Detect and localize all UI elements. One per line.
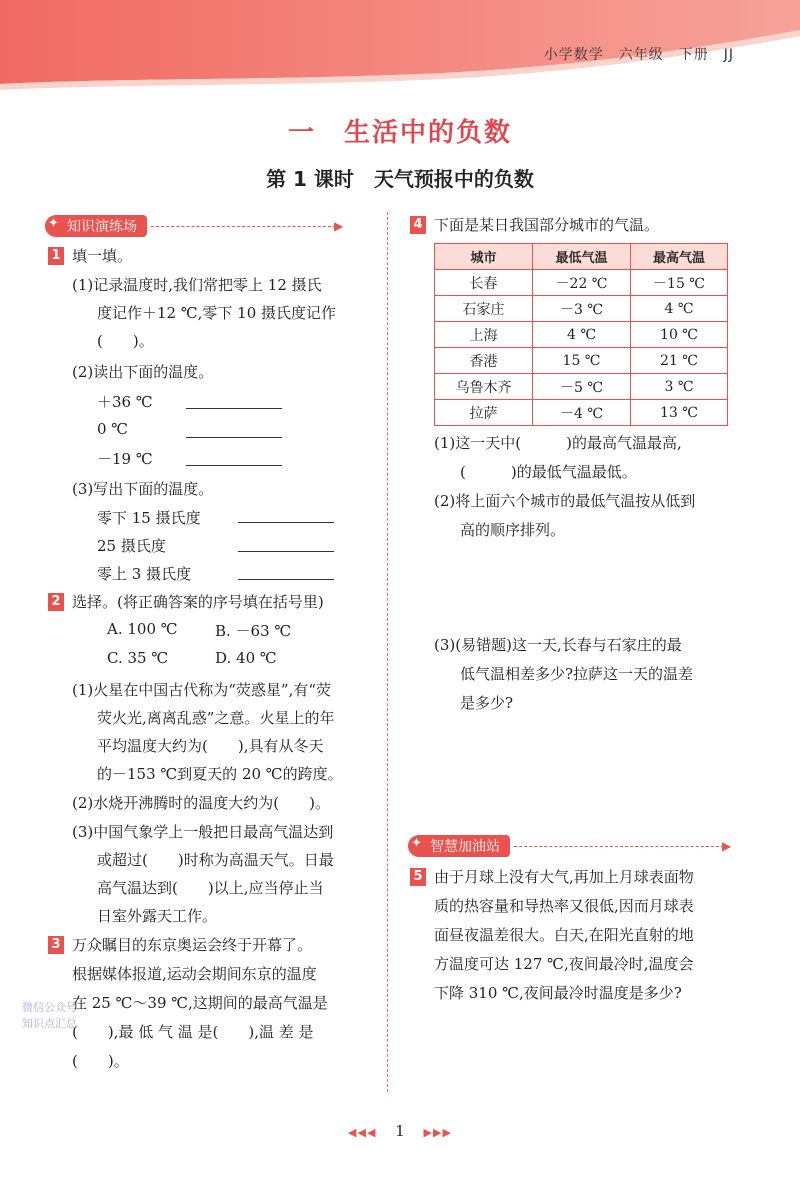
option-b: B. －63 ℃: [215, 622, 292, 640]
question-number: 3: [48, 936, 64, 954]
low-temp-cell: －3 ℃: [533, 296, 631, 322]
city-cell: 石家庄: [435, 296, 533, 322]
q2-text: (2)水烧开沸腾时的温度大约为( )。: [72, 794, 330, 812]
temp-item: 零上 3 摄氏度: [97, 565, 192, 583]
arrow-icon: ▶: [722, 839, 732, 853]
high-temp-cell: 13 ℃: [631, 400, 728, 426]
table-row: [435, 270, 728, 296]
q2-text: 或超过( )时称为高温天气。日最: [97, 851, 334, 869]
city-cell: 上海: [435, 322, 533, 348]
table-row: [435, 322, 728, 348]
q4-text: 低气温相差多少?拉萨这一天的温差: [460, 665, 694, 683]
answer-blank[interactable]: [186, 437, 282, 438]
q5-text: 方温度可达 127 ℃,夜间最冷时,温度会: [434, 955, 694, 973]
answer-blank[interactable]: [238, 579, 334, 580]
q2-text: 日室外露天工作。: [97, 907, 218, 925]
q2-text: (3)中国气象学上一般把日最高气温达到: [72, 823, 334, 841]
table-row: [435, 348, 728, 374]
book-info: 小学数学 六年级 下册 JJ: [543, 47, 734, 63]
q4-text: (2)将上面六个城市的最低气温按从低到: [434, 492, 696, 510]
page-footer: [0, 1122, 800, 1140]
high-temp-cell: 10 ℃: [631, 322, 728, 348]
answer-blank[interactable]: [186, 465, 282, 466]
q5-text: 面昼夜温差很大。白天,在阳光直射的地: [434, 926, 694, 944]
city-cell: 乌鲁木齐: [435, 374, 533, 400]
q1-text: (3)写出下面的温度。: [72, 480, 214, 498]
q2-text: 荧火光,离离乱惑”之意。火星上的年: [97, 709, 335, 727]
question-number: 5: [410, 868, 426, 886]
low-temp-cell: －4 ℃: [533, 400, 631, 426]
q4-text: ( )的最低气温最低。: [460, 463, 637, 481]
answer-blank[interactable]: [238, 522, 334, 523]
temp-item: ＋36 ℃: [97, 393, 153, 411]
question-number: 4: [410, 216, 426, 234]
q5-text: 下降 310 ℃,夜间最冷时温度是多少?: [434, 984, 682, 1002]
lesson-title: 第 1 课时 天气预报中的负数: [266, 167, 534, 191]
table-row: [435, 296, 728, 322]
q4-text: 是多少?: [460, 694, 514, 712]
city-cell: 香港: [435, 348, 533, 374]
q3-text: ( )。: [72, 1052, 129, 1070]
temp-item: －19 ℃: [97, 450, 153, 468]
col-header-high: 最高气温: [631, 244, 728, 270]
col-header-low: 最低气温: [533, 244, 631, 270]
temperature-table: [434, 243, 728, 426]
section-pill: [408, 835, 510, 857]
answer-paren[interactable]: ( )。: [97, 332, 154, 350]
q3-text: ( ),最 低 气 温 是( ),温 差 是: [72, 1023, 314, 1041]
table-row: [435, 374, 728, 400]
answer-blank[interactable]: [238, 551, 334, 552]
low-temp-cell: 15 ℃: [533, 348, 631, 374]
high-temp-cell: －15 ℃: [631, 270, 728, 296]
q5-text: 由于月球上没有大气,再加上月球表面物: [434, 868, 694, 886]
high-temp-cell: 3 ℃: [631, 374, 728, 400]
dash-line: [514, 846, 724, 847]
city-cell: 拉萨: [435, 400, 533, 426]
q4-text: (1)这一天中( )的最高气温最高,: [434, 434, 682, 452]
temp-item: 零下 15 摄氏度: [97, 509, 201, 527]
q1-text: (2)读出下面的温度。: [72, 363, 214, 381]
q1-text: 度记作＋12 ℃,零下 10 摄氏度记作: [97, 304, 337, 322]
low-temp-cell: －5 ℃: [533, 374, 631, 400]
low-temp-cell: 4 ℃: [533, 322, 631, 348]
unit-title: 一 生活中的负数: [287, 118, 512, 148]
star-icon: ✦: [48, 216, 59, 231]
star-icon: ✦: [411, 836, 422, 851]
table-row: [435, 400, 728, 426]
right-arrows-icon: ▶▶▶: [423, 1126, 452, 1139]
high-temp-cell: 4 ℃: [631, 296, 728, 322]
q5-text: 质的热容量和导热率又很低,因而月球表: [434, 897, 694, 915]
q1-text: (1)记录温度时,我们常把零上 12 摄氏: [72, 276, 322, 294]
section-label: 智慧加油站: [430, 839, 500, 855]
q2-text: (1)火星在中国古代称为“荧惑星”,有“荧: [72, 681, 332, 699]
section-label: 知识演练场: [67, 219, 137, 235]
q2-text: 平均温度大约为( ),具有从冬天: [97, 737, 324, 755]
section-pill: [45, 215, 147, 237]
table-header-row: [435, 244, 728, 270]
q2-text: 高气温达到( )以上,应当停止当: [97, 879, 324, 897]
q4-text: (3)(易错题)这一天,长春与石家庄的最: [434, 636, 682, 654]
q3-text: 万众瞩目的东京奥运会终于开幕了。: [72, 936, 313, 954]
low-temp-cell: －22 ℃: [533, 270, 631, 296]
option-a: A. 100 ℃: [107, 620, 178, 638]
question-number: 2: [48, 593, 64, 611]
left-arrows-icon: ◀◀◀: [348, 1126, 377, 1139]
q3-text: 在 25 ℃～39 ℃,这期间的最高气温是: [72, 994, 328, 1012]
section-tag-bonus: [408, 835, 731, 857]
q4-text: 高的顺序排列。: [460, 521, 566, 539]
option-d: D. 40 ℃: [215, 649, 277, 667]
q2-text: 的－153 ℃到夏天的 20 ℃的跨度。: [97, 765, 343, 783]
option-c: C. 35 ℃: [107, 649, 169, 667]
watermark-line: 微信公众号: [22, 1001, 77, 1014]
column-divider: [387, 212, 388, 1092]
q2-title: 选择。(将正确答案的序号填在括号里): [72, 593, 324, 611]
q3-text: 根据媒体报道,运动会期间东京的温度: [72, 965, 317, 983]
dash-line: [151, 226, 336, 227]
watermark-line: 知识点汇总: [22, 1017, 77, 1030]
arrow-icon: ▶: [334, 219, 344, 233]
section-tag-knowledge: [45, 215, 343, 237]
watermark: [22, 1000, 77, 1032]
q4-title: 下面是某日我国部分城市的气温。: [434, 216, 660, 234]
temp-item: 25 摄氏度: [97, 537, 166, 555]
page-number: 1: [395, 1122, 405, 1140]
q1-title: 填一填。: [72, 247, 133, 265]
answer-blank[interactable]: [186, 408, 282, 409]
question-number: 1: [48, 247, 64, 265]
city-cell: 长春: [435, 270, 533, 296]
col-header-city: 城市: [435, 244, 533, 270]
high-temp-cell: 21 ℃: [631, 348, 728, 374]
temp-item: 0 ℃: [97, 420, 129, 438]
